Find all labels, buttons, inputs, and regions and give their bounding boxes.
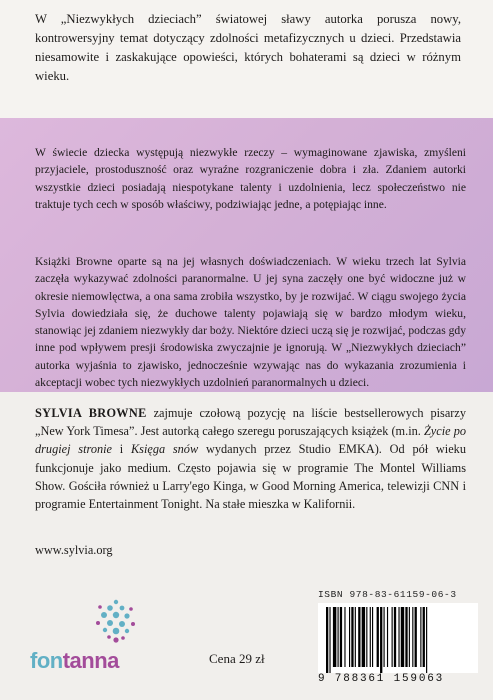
logo-text-part2: tanna bbox=[62, 648, 119, 673]
bio-text-part3: wydanych przez Studio EMKA). Od pół wieku funkcjonuje jako medium. Często pojawia się w programie The Montel Williams Show. Gościła również u Larry'ego Kinga, w Good Morning America, telewizji CNN i programie Entertainment Tonight. Na stałe mieszka w Kalifornii. bbox=[35, 442, 466, 512]
fountain-drop-icon bbox=[30, 596, 140, 656]
book-title-2: Księga snów bbox=[130, 442, 199, 457]
website-link[interactable]: www.sylvia.org bbox=[35, 543, 113, 557]
author-bio bbox=[35, 404, 466, 513]
price-label: Cena 29 zł bbox=[209, 651, 265, 666]
middle-paragraph-1: W świecie dziecka występują niezwykłe rzeczy – wymaginowane zjawiska, zmyśleni przyjaciele, prostoduszność oraz wyraźne rozgraniczenie dobra i zła. Zdaniem autorki wszystkie dzieci posiadają niespotykane talenty i uzdolnienia, lecz społeczeństwo nie traktuje tych cech w sposób właściwy, podziwiając jedne, a potępiając inne. bbox=[35, 146, 466, 211]
barcode-icon bbox=[318, 603, 478, 673]
bio-text-part2: i bbox=[112, 442, 131, 457]
top-description-text: W „Niezwykłych dzieciach” światowej sławy autorka porusza nowy, kontrowersyjny temat dotyczący zdolności metafizycznych u dzieci. Przedstawia niesamowite i zaskakujące opowieści, których bohaterami są dzieci w różnym wieku. bbox=[35, 12, 461, 83]
bio-text-part1: zajmuje czołową pozycję na liście bestsellerowych pisarzy „New York Timesa”. Jest autorką całego szeregu poruszających książek (m.in. bbox=[35, 406, 466, 439]
publisher-logo-text bbox=[30, 648, 119, 674]
middle-paragraph-2: Książki Browne oparte są na jej własnych doświadczeniach. W wieku trzech lat Sylvia zaczęła wykazywać zdolności paranormalne. U jej syna zaczęły one być widoczne już w okresie niemowlęctwa, a ona sama zrobiła wszystko, by je rozwijać. W ciągu swojego życia Sylvia dowiedziała się, że duchowe talenty pojawiają się w bardzo młodym wieku, stanowiąc jej zdaniem niezwykły dar boży. Niektóre dzieci uczą się je rozwijać, podczas gdy inne pod wpływem presji środowiska zwyczajnie je ignorują. W „Niezwykłych dzieciach” autorka wyjaśnia to zjawisko, jednocześnie wzywając nas do wykazania zrozumienia i akceptacji wobec tych niezwykłych uzdolnień paranormalnych u dzieci. bbox=[35, 255, 466, 390]
logo-text-part1: fon bbox=[30, 648, 63, 673]
barcode-digits: 9 788361 159063 bbox=[318, 673, 445, 685]
isbn-label: ISBN 978-83-61159-06-3 bbox=[318, 589, 457, 600]
book-title-1: Życie po drugiej stronie bbox=[35, 424, 466, 457]
author-name: SYLVIA BROWNE bbox=[35, 406, 147, 420]
